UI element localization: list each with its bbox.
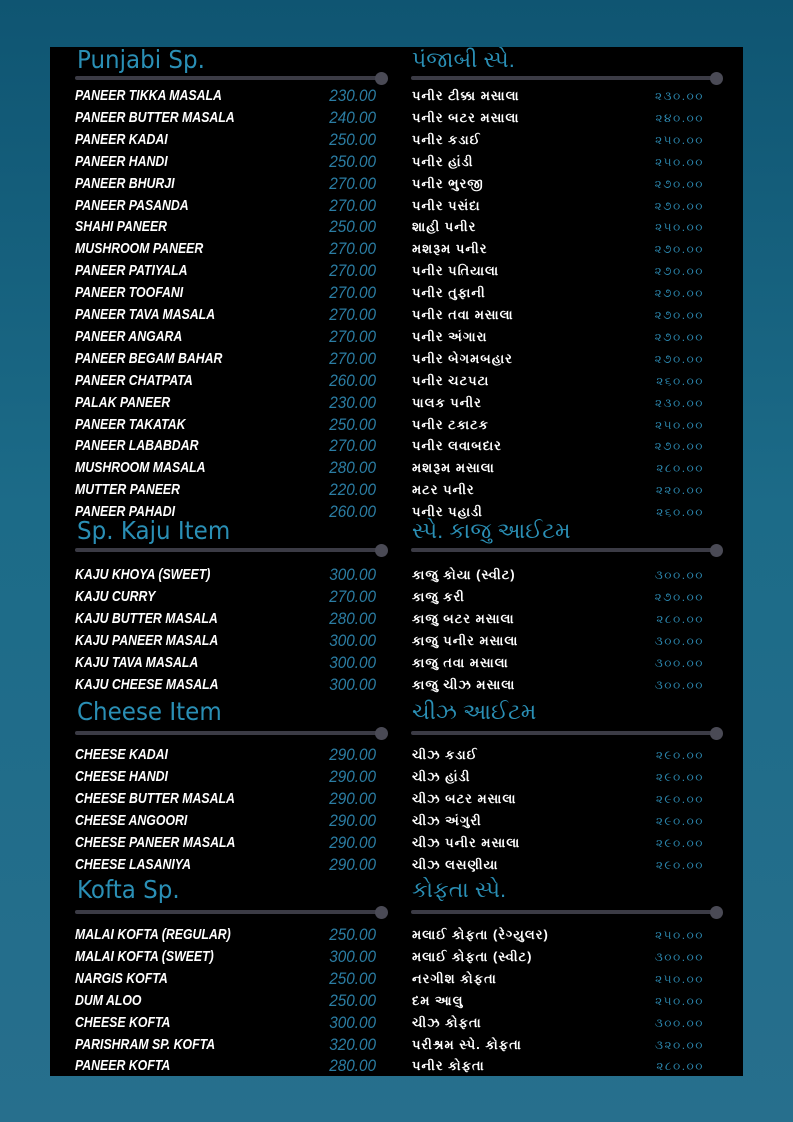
item-name-gujarati: મશરૂમ પનીર	[412, 241, 488, 257]
item-name-gujarati: ચીઝ કોફતા	[412, 1014, 482, 1030]
item-name-gujarati: પનીર કડાઈ	[412, 131, 481, 147]
item-price-gujarati: ૨૭૦.૦૦	[654, 198, 704, 213]
item-price: 280.00	[329, 608, 376, 628]
section-title-gu: કોફતા સ્પે.	[412, 877, 507, 902]
item-price-gujarati: ૨૫૦.૦૦	[655, 993, 704, 1008]
item-name-gujarati: ચીઝ હાંડી	[412, 768, 471, 784]
item-name: KAJU BUTTER MASALA	[75, 609, 218, 627]
item-price: 270.00	[329, 586, 376, 606]
item-price: 290.00	[329, 745, 376, 764]
item-name-gujarati: મટર પનીર	[412, 482, 475, 498]
item-name: KAJU CURRY	[75, 587, 156, 605]
item-price-gujarati: ૨૫૦.૦૦	[655, 220, 704, 235]
item-price-gujarati: ૨૪૦.૦૦	[655, 110, 704, 125]
item-name: CHEESE BUTTER MASALA	[75, 789, 235, 807]
item-name: PANEER BUTTER MASALA	[75, 108, 235, 126]
item-price: 300.00	[329, 1012, 376, 1032]
divider-dot-icon	[375, 72, 388, 85]
item-name-gujarati: પરીશ્રમ સ્પે. કોફતા	[412, 1036, 522, 1052]
item-price: 250.00	[329, 414, 376, 434]
item-price-gujarati: ૨૯૦.૦૦	[655, 748, 704, 762]
item-name: PANEER HANDI	[75, 152, 168, 170]
item-name-gujarati: કાજુ કોયા (સ્વીટ)	[412, 567, 516, 582]
item-name-gujarati: કાજુ બટર મસાલા	[412, 610, 515, 626]
item-price-gujarati: ૨૫૦.૦૦	[655, 971, 704, 986]
item-price-gujarati: ૩૦૦.૦૦	[654, 1015, 704, 1030]
item-name: MUTTER PANEER	[75, 481, 181, 499]
item-price: 250.00	[329, 925, 376, 944]
section-title-en: Punjabi Sp.	[77, 45, 205, 74]
item-price: 270.00	[329, 326, 376, 346]
item-name: DUM ALOO	[75, 991, 142, 1009]
item-name: PANEER PATIYALA	[75, 262, 188, 280]
divider-dot-icon	[375, 544, 388, 557]
item-name-gujarati: પનીર પતિયાલા	[412, 263, 500, 279]
item-price: 290.00	[329, 832, 376, 852]
item-name-gujarati: શાહી પનીર	[412, 219, 477, 235]
section-divider	[411, 76, 716, 80]
item-price-gujarati: ૩૦૦.૦૦	[654, 677, 704, 692]
item-name-gujarati: કાજુ તવા મસાલા	[412, 654, 509, 670]
item-price: 270.00	[329, 283, 376, 303]
item-price: 300.00	[329, 565, 376, 584]
item-name-gujarati: પનીર બટર મસાલા	[412, 109, 520, 125]
section-title-en: Kofta Sp.	[77, 875, 180, 904]
divider-dot-icon	[375, 906, 388, 919]
item-name: PANEER BHURJI	[75, 174, 175, 192]
item-name: SHAHI PANEER	[75, 218, 168, 236]
section-divider	[411, 731, 716, 735]
item-name-gujarati: ચીઝ અંગુરી	[412, 812, 482, 828]
item-price-gujarati: ૨૫૦.૦૦	[655, 132, 704, 147]
item-name-gujarati: પનીર બેગમબહાર	[412, 350, 513, 366]
item-name: KAJU KHOYA (SWEET)	[75, 566, 211, 583]
item-name-gujarati: પનીર કોફતા	[412, 1058, 485, 1074]
item-name: PANEER KADAI	[75, 130, 168, 148]
item-price-gujarati: ૨૭૦.૦૦	[654, 439, 704, 454]
item-price-gujarati: ૨૩૦.૦૦	[654, 89, 704, 103]
section-divider	[75, 910, 380, 914]
item-price: 290.00	[329, 854, 376, 874]
item-price-gujarati: ૨૮૦.૦૦	[656, 461, 704, 476]
item-name-gujarati: પનીર ટકાટક	[412, 416, 489, 432]
item-name-gujarati: પનીર તુફાની	[412, 285, 486, 301]
item-price: 320.00	[329, 1034, 376, 1054]
item-price-gujarati: ૨૭૦.૦૦	[654, 242, 704, 257]
item-name: CHEESE HANDI	[75, 767, 168, 785]
item-price: 250.00	[329, 217, 376, 237]
item-price-gujarati: ૨૯૦.૦૦	[655, 857, 704, 872]
item-name-gujarati: પનીર પહાડી	[412, 504, 483, 520]
item-price: 290.00	[329, 788, 376, 808]
item-name-gujarati: કાજુ પનીર મસાલા	[412, 632, 519, 648]
item-name-gujarati: પાલક પનીર	[412, 394, 482, 410]
section-title-gu: પંજાબી સ્પે.	[412, 47, 515, 72]
item-price: 250.00	[329, 151, 376, 171]
item-price: 270.00	[329, 261, 376, 281]
item-price-gujarati: ૩૦૦.૦૦	[654, 568, 704, 582]
item-price: 280.00	[329, 1056, 376, 1076]
item-price: 270.00	[329, 195, 376, 215]
section-divider	[411, 548, 716, 552]
section-divider	[75, 76, 380, 80]
item-price: 300.00	[329, 630, 376, 650]
item-price: 290.00	[329, 810, 376, 830]
item-price-gujarati: ૨૭૦.૦૦	[654, 308, 704, 322]
item-price-gujarati: ૨૮૦.૦૦	[656, 1059, 704, 1074]
divider-dot-icon	[710, 906, 723, 919]
item-price: 230.00	[329, 86, 376, 105]
item-price-gujarati: ૨૯૦.૦૦	[655, 769, 704, 784]
divider-dot-icon	[710, 727, 723, 740]
divider-dot-icon	[710, 544, 723, 557]
item-name: CHEESE KADAI	[75, 746, 168, 763]
item-name-gujarati: નરગીશ કોફતા	[412, 970, 497, 986]
item-name: PARISHRAM SP. KOFTA	[75, 1035, 216, 1053]
section-title-en: Cheese Item	[77, 697, 222, 726]
item-name-gujarati: પનીર ભુરજી	[412, 175, 484, 191]
item-name: PANEER TIKKA MASALA	[75, 87, 222, 104]
item-name-gujarati: મશરૂમ મસાલા	[412, 460, 495, 476]
item-price: 230.00	[329, 392, 376, 412]
item-price-gujarati: ૨૬૦.૦૦	[656, 373, 704, 388]
item-name: PANEER TOOFANI	[75, 284, 184, 302]
item-name-gujarati: પનીર હાંડી	[412, 153, 474, 169]
section-title-en: Sp. Kaju Item	[77, 516, 231, 545]
item-name: PANEER TAVA MASALA	[75, 306, 216, 323]
item-name: PANEER LABABDAR	[75, 437, 199, 455]
item-price-gujarati: ૩૦૦.૦૦	[654, 655, 704, 670]
item-price-gujarati: ૨૨૦.૦૦	[655, 483, 704, 498]
item-name-gujarati: પનીર ચટપટા	[412, 372, 490, 388]
item-name: MALAI KOFTA (SWEET)	[75, 947, 214, 965]
item-price-gujarati: ૨૯૦.૦૦	[655, 835, 704, 850]
item-name: KAJU PANEER MASALA	[75, 631, 219, 649]
item-price-gujarati: ૨૭૦.૦૦	[654, 329, 704, 344]
item-price: 240.00	[329, 107, 376, 127]
item-price: 260.00	[329, 502, 376, 522]
item-price-gujarati: ૩૦૦.૦૦	[654, 633, 704, 648]
divider-dot-icon	[710, 72, 723, 85]
item-price-gujarati: ૨૫૦.૦૦	[655, 154, 704, 169]
item-price-gujarati: ૨૬૦.૦૦	[656, 505, 704, 520]
item-price: 270.00	[329, 305, 376, 324]
item-name-gujarati: કાજુ ચીઝ મસાલા	[412, 676, 516, 692]
section-divider	[75, 548, 380, 552]
item-price-gujarati: ૨૮૦.૦૦	[656, 611, 704, 626]
item-price-gujarati: ૨૩૦.૦૦	[654, 395, 704, 410]
item-price: 250.00	[329, 968, 376, 988]
item-price: 250.00	[329, 990, 376, 1010]
item-name: PANEER TAKATAK	[75, 415, 186, 433]
item-name: CHEESE LASANIYA	[75, 855, 191, 873]
item-price-gujarati: ૨૭૦.૦૦	[654, 176, 704, 191]
item-name: CHEESE ANGOORI	[75, 811, 188, 829]
item-name-gujarati: પનીર ટીક્કા મસાલા	[412, 88, 520, 103]
item-price: 300.00	[329, 652, 376, 672]
item-name: PANEER CHATPATA	[75, 371, 193, 389]
divider-dot-icon	[375, 727, 388, 740]
item-price: 270.00	[329, 436, 376, 456]
item-price: 280.00	[329, 458, 376, 478]
item-name: CHEESE KOFTA	[75, 1013, 171, 1031]
item-price-gujarati: ૨૭૦.૦૦	[654, 286, 704, 301]
item-price-gujarati: ૨૭૦.૦૦	[654, 589, 704, 604]
item-name-gujarati: પનીર પસંદા	[412, 197, 481, 213]
item-name-gujarati: ચીઝ કડાઈ	[412, 747, 478, 762]
item-name: PANEER PAHADI	[75, 503, 176, 521]
item-name: CHEESE PANEER MASALA	[75, 833, 236, 851]
item-price-gujarati: ૨૫૦.૦૦	[655, 928, 704, 942]
item-name-gujarati: મલાઈ કોફતા (સ્વીટ)	[412, 948, 533, 964]
item-name: MUSHROOM MASALA	[75, 459, 206, 477]
item-name-gujarati: પનીર લવાબદાર	[412, 438, 502, 454]
item-price: 270.00	[329, 173, 376, 193]
item-name: KAJU TAVA MASALA	[75, 653, 199, 671]
item-price: 290.00	[329, 766, 376, 786]
item-price-gujarati: ૨૫૦.૦૦	[655, 417, 704, 432]
item-name: NARGIS KOFTA	[75, 969, 168, 987]
item-price: 270.00	[329, 348, 376, 368]
section-divider	[411, 910, 716, 914]
item-name-gujarati: પનીર તવા મસાલા	[412, 307, 514, 322]
item-name-gujarati: દમ આલુ	[412, 992, 464, 1008]
item-name: PANEER ANGARA	[75, 327, 183, 345]
item-name: PANEER BEGAM BAHAR	[75, 349, 223, 367]
item-name-gujarati: ચીઝ લસણીયા	[412, 856, 499, 872]
item-price-gujarati: ૨૯૦.૦૦	[655, 813, 704, 828]
item-name: MUSHROOM PANEER	[75, 240, 204, 258]
item-name: KAJU CHEESE MASALA	[75, 675, 219, 693]
item-price: 220.00	[329, 480, 376, 500]
item-name: PANEER KOFTA	[75, 1057, 171, 1075]
item-price: 250.00	[329, 129, 376, 149]
section-title-gu: સ્પે. કાજુ આઈટમ	[412, 518, 571, 543]
item-name-gujarati: કાજુ કરી	[412, 588, 465, 604]
section-divider	[75, 731, 380, 735]
item-price-gujarati: ૨૭૦.૦૦	[654, 264, 704, 279]
item-price: 300.00	[329, 946, 376, 966]
item-price: 270.00	[329, 239, 376, 259]
item-name: PALAK PANEER	[75, 393, 171, 411]
item-price-gujarati: ૨૯૦.૦૦	[655, 791, 704, 806]
section-title-gu: ચીઝ આઈટમ	[412, 699, 537, 724]
item-price-gujarati: ૩૨૦.૦૦	[654, 1037, 704, 1052]
item-name: PANEER PASANDA	[75, 196, 189, 214]
item-name-gujarati: મલાઈ કોફતા (રેગ્યુલર)	[412, 927, 549, 942]
item-name-gujarati: ચીઝ પનીર મસાલા	[412, 834, 521, 850]
item-name-gujarati: ચીઝ બટર મસાલા	[412, 790, 517, 806]
item-name: MALAI KOFTA (REGULAR)	[75, 926, 231, 943]
item-price-gujarati: ૩૦૦.૦૦	[654, 949, 704, 964]
item-name-gujarati: પનીર અંગારા	[412, 328, 488, 344]
item-price-gujarati: ૨૭૦.૦૦	[654, 351, 704, 366]
item-price: 300.00	[329, 674, 376, 694]
item-price: 260.00	[329, 370, 376, 390]
